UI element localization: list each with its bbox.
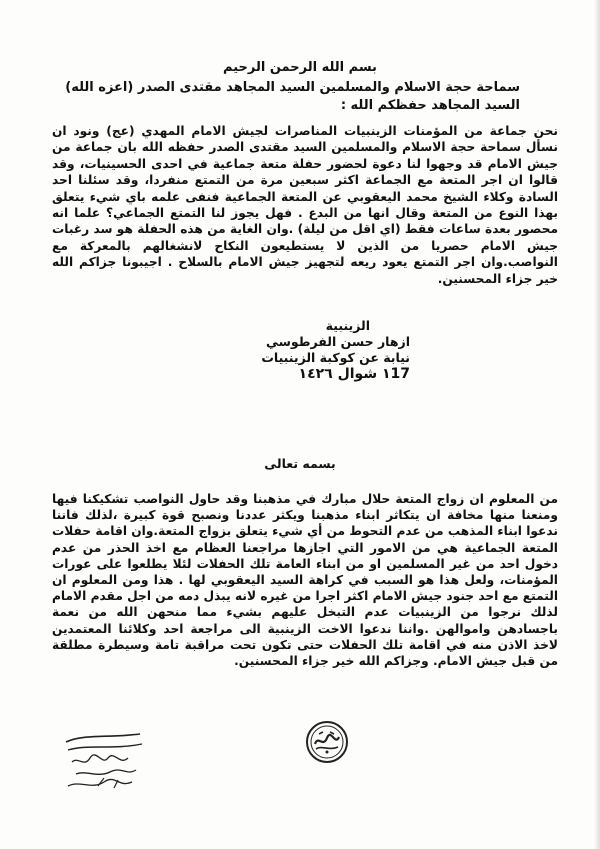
letter-2-body [52, 491, 558, 669]
official-seal-stamp [305, 720, 349, 764]
handwritten-signature [58, 728, 148, 796]
signer-on-behalf: نيابة عن كوكبة الزينبيات [261, 350, 410, 365]
addressee-line-1: سماحة حجة الاسلام والمسلمين السيد المجاهد مقتدى الصدر (اعزه الله) [65, 80, 520, 95]
addressee-line-2: السيد المجاهد حفظكم الله : [340, 98, 520, 113]
signature-block [210, 318, 410, 382]
letter-1-body [52, 123, 558, 287]
letter-2-heading: بسمه تعالى [264, 456, 336, 471]
signer-name: ازهار حسن الفرطوسي [265, 334, 410, 349]
basmala-heading: بسم الله الرحمن الرحيم [223, 60, 377, 75]
letter-2-paragraph: من المعلوم ان زواج المتعة حلال مبارك في مذهبنا وقد حاول النواصب تشكيكنا فيها ومنعنا منها مخافة ان يتكاثر ابناء مذهبنا ويكثر عددنا ونصبح قوة كبيرة ،لذلك فاننا ندعوا ابناء المذهب من عدم التحوط من أي شيء يتعلق بزواج المتعة.وان اقامة حفلات المتعة الجماعية هي من الامور التي اجازها مراجعنا العظام مع اخذ الحذر من عدم دخول احد من غير المسلمين او من ابناء العامة تلك الحفلات لئلا يطلعوا على عورات المؤمنات، ولعل هذا هو السبب في كراهة السيد اليعقوبي لها . هذا ومن المعلوم ان التمتع مع احد جنود جيش الامام اكثر اجرا من غيره لانه يبذل دمه من اجل مقدم الامام لذلك نرجوا من الزينبيات عدم التبخل عليهم بشيء مما منحهن الله من نعمة باجسادهن واموالهن .واننا ندعوا الاخت الزينبية الى مراجعة احد وكلائنا المعتمدين لاخذ الاذن منه في اقامة تلك الحفلات حتى تكون تحت مراقبة تامة وسيطرة مطلقة من قبل جيش الامام. وجزاكم الله خير جزاء المحسنين. [52, 492, 558, 669]
letter-1-paragraph: نحن جماعة من المؤمنات الزينبيات المناصرات لجيش الامام المهدي (عج) ونود ان نسأل سماحة حجة الاسلام والمسلمين السيد مقتدى الصدر حفظه الله بان جماعة من جيش الامام قد وجهوا لنا دعوة لحضور حفلة متعة جماعية في احدى الحسينيات، وقد قالوا ان اجر المتعة مع الجماعة اكثر سبعين مرة من التمتع منفردا، وقد سئلنا احد السادة وكلاء الشيخ محمد اليعقوبي عن المتعة الجماعية فنفى علمه باي شيء يتعلق بهذا النوع من المتعة وقال انها من البدع . فهل يجوز لنا التمتع الجماعي؟ علما انه محصور بعدة ساعات فقط (اي اقل من ليلة) .وان الغاية من هذه الحفلة هو سد رغبات جيش الامام حصريا من الذين لا يستطيعون النكاح لانشغالهم بالمعركة مع النواصب.وان اجر التمتع يعود ريعه لتجهيز جيش الامام بالسلاح . اجيبونا جزاكم الله خير جزاء المحسنين. [52, 124, 558, 286]
signer-title: الزينبية [325, 318, 370, 333]
letter-1-date: ١17 شوال ١٤٢٦ [298, 366, 410, 382]
scan-edge-shadow [594, 0, 600, 849]
